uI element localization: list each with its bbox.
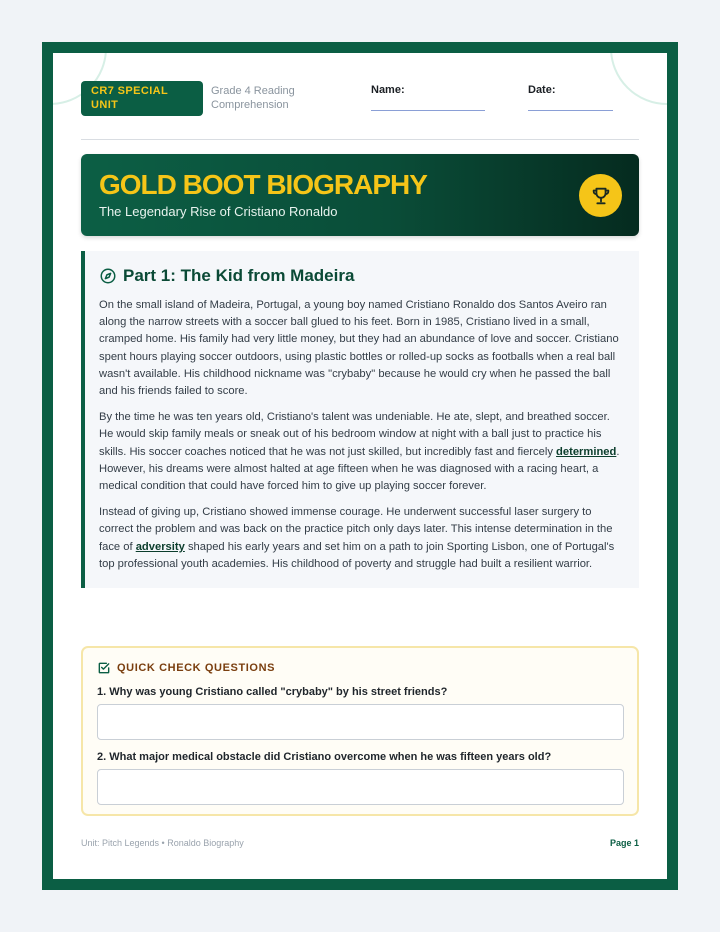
header-divider bbox=[81, 139, 639, 140]
paragraph-2-text-end: . However, his dreams were almost halted at age fifteen when he was diagnosed with a racing heart, a medical condition that could have forced him to give up playing soccer forever. bbox=[99, 445, 620, 493]
paragraph-3 bbox=[99, 504, 625, 573]
unit-badge: CR7 SPECIAL UNIT bbox=[81, 81, 203, 116]
answer-2-input[interactable] bbox=[97, 769, 624, 805]
name-field[interactable] bbox=[371, 110, 485, 111]
date-label: Date: bbox=[528, 84, 556, 96]
reading-section bbox=[81, 251, 639, 588]
banner-subtitle: The Legendary Rise of Cristiano Ronaldo bbox=[99, 204, 338, 219]
section-title: Part 1: The Kid from Madeira bbox=[123, 266, 355, 285]
vocab-word-adversity: adversity bbox=[135, 540, 185, 553]
trophy-icon bbox=[579, 174, 622, 217]
question-1: 1. Why was young Cristiano called "crybaby" by his street friends? bbox=[97, 686, 448, 698]
quick-check-box bbox=[81, 646, 639, 816]
grade-label: Grade 4 Reading Comprehension bbox=[211, 85, 295, 111]
worksheet bbox=[53, 53, 667, 879]
name-label: Name: bbox=[371, 84, 405, 96]
question-2: 2. What major medical obstacle did Cristiano overcome when he was fifteen years old? bbox=[97, 751, 552, 763]
banner-title: GOLD BOOT BIOGRAPHY bbox=[99, 169, 427, 200]
title-banner bbox=[81, 154, 639, 236]
paragraph-1: On the small island of Madeira, Portugal, a young boy named Cristiano Ronaldo dos Santos Aveiro ran along the narrow streets with a soccer ball glued to his feet. Born in 1985, Cristiano lived in a small, cramped home. His family had very little money, but they had an abundance of love and soccer. Cristiano spent hours playing soccer outdoors, using plastic bottles or rolled-up socks as footballs when a real ball wasn't available. His childhood nickname was "crybaby" because he would cry when he passed the ball and his friends failed to score. bbox=[99, 299, 619, 398]
paragraph-2-text: By the time he was ten years old, Cristiano's talent was undeniable. He ate, slept, and breathed soccer. He would skip family meals or sneak out of his bedroom window at night with a ball just to practice his skills. His soccer coaches noticed that he was not just skilled, but incredibly fast and fiercely bbox=[99, 411, 610, 458]
paragraph-2 bbox=[99, 409, 625, 495]
page-frame bbox=[42, 42, 678, 890]
vocab-word-determined: determined bbox=[556, 445, 617, 458]
compass-icon bbox=[99, 267, 117, 285]
quiz-heading bbox=[97, 660, 623, 676]
paragraph-3-text: Instead of giving up, Cristiano showed immense courage. He underwent successful laser surgery to correct the problem and was back on the practice pitch only days later. This intense determination in the face of bbox=[99, 506, 613, 553]
worksheet-header bbox=[81, 81, 639, 129]
answer-1-input[interactable] bbox=[97, 704, 624, 740]
checkbox-icon bbox=[97, 661, 111, 675]
date-field[interactable] bbox=[528, 110, 613, 111]
paragraph-3-text-end: shaped his early years and set him on a path to join Sporting Lisbon, one of Portugal's top professional youth academies. His childhood of poverty and struggle had built a resilient warrior. bbox=[99, 540, 615, 570]
page-number: Page 1 bbox=[609, 838, 639, 848]
quiz-title: QUICK CHECK QUESTIONS bbox=[117, 662, 276, 674]
footer-unit: Unit: Pitch Legends • Ronaldo Biography bbox=[81, 838, 244, 848]
section-heading bbox=[99, 265, 625, 287]
